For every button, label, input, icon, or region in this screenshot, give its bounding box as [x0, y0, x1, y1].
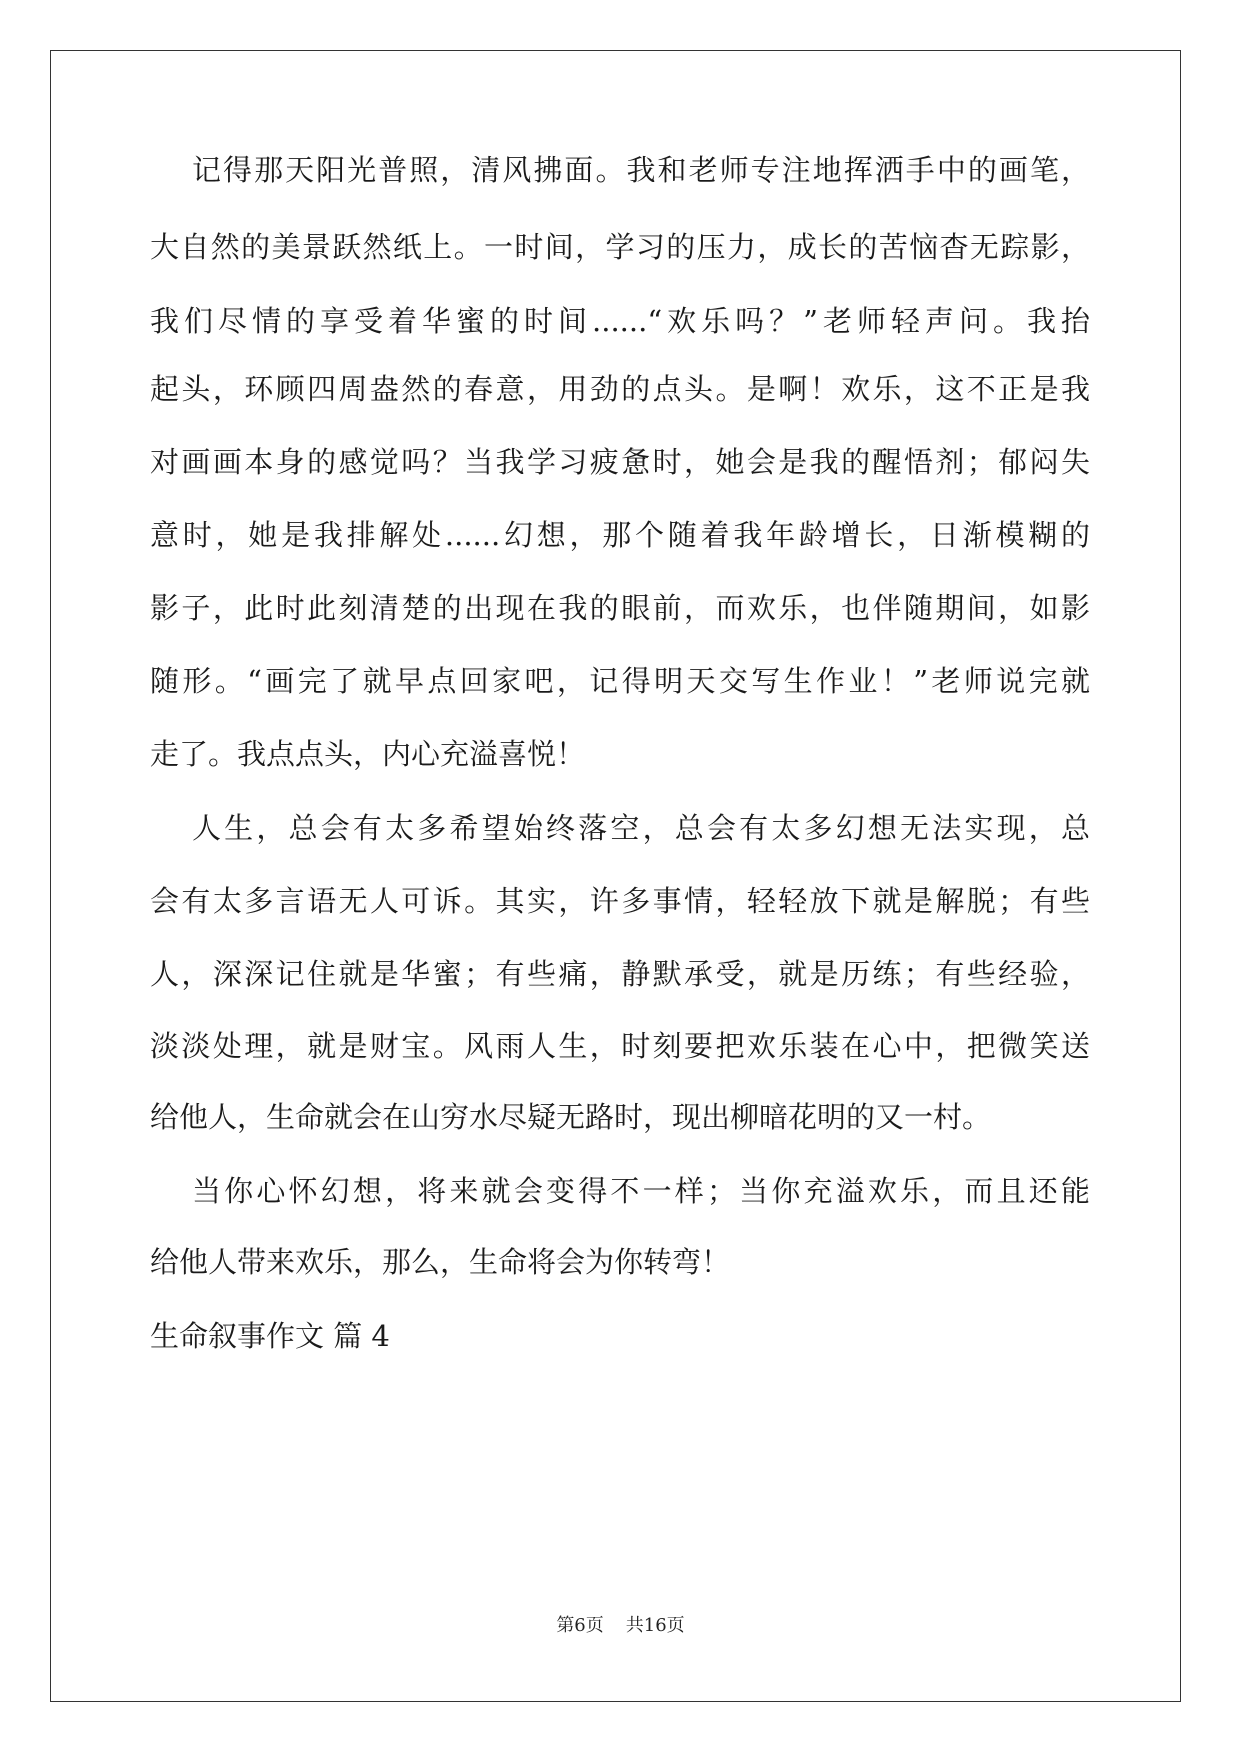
paragraph-1-line-2: 大自然的美景跃然纸上。一时间，学习的压力，成长的苦恼杳无踪影， [150, 230, 1090, 264]
paragraph-2-line-1: 人生，总会有太多希望始终落空，总会有太多幻想无法实现，总 [192, 811, 1090, 845]
paragraph-2-line-5: 给他人，生命就会在山穷水尽疑无路时，现出柳暗花明的又一村。 [150, 1100, 992, 1134]
paragraph-1-line-7: 影子，此时此刻清楚的出现在我的眼前，而欢乐，也伴随期间，如影 [150, 591, 1090, 625]
paragraph-1-line-9: 走了。我点点头，内心充溢喜悦！ [150, 737, 586, 771]
paragraph-3-line-2: 给他人带来欢乐，那么，生命将会为你转弯！ [150, 1245, 731, 1279]
paragraph-1-line-4: 起头，环顾四周盎然的春意，用劲的点头。是啊！欢乐，这不正是我 [150, 372, 1090, 406]
paragraph-1-line-1: 记得那天阳光普照，清风拂面。我和老师专注地挥洒手中的画笔， [192, 153, 1090, 187]
total-pages: 共16页 [625, 1615, 685, 1636]
page-footer [0, 1614, 1241, 1638]
page-number: 第6页 [556, 1615, 604, 1636]
paragraph-1-line-3: 我们尽情的享受着华蜜的时间......“欢乐吗？”老师轻声问。我抬 [150, 304, 1090, 338]
section-heading: 生命叙事作文 篇 4 [150, 1319, 390, 1353]
paragraph-1-line-6: 意时，她是我排解处......幻想，那个随着我年龄增长，日渐模糊的 [150, 518, 1090, 552]
paragraph-1-line-8: 随形。“画完了就早点回家吧，记得明天交写生作业！”老师说完就 [150, 664, 1090, 698]
paragraph-2-line-3: 人，深深记住就是华蜜；有些痛，静默承受，就是历练；有些经验， [150, 957, 1090, 991]
paragraph-2-line-4: 淡淡处理，就是财宝。风雨人生，时刻要把欢乐装在心中，把微笑送 [150, 1029, 1090, 1063]
paragraph-1-line-5: 对画画本身的感觉吗？当我学习疲惫时，她会是我的醒悟剂；郁闷失 [150, 445, 1090, 479]
paragraph-3-line-1: 当你心怀幻想，将来就会变得不一样；当你充溢欢乐，而且还能 [192, 1174, 1090, 1208]
paragraph-2-line-2: 会有太多言语无人可诉。其实，许多事情，轻轻放下就是解脱；有些 [150, 884, 1090, 918]
